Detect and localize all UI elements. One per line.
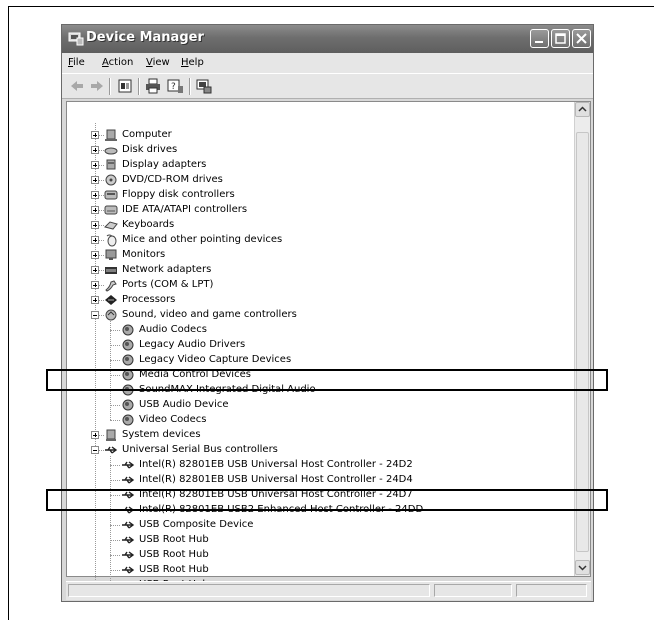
scroll-up-button[interactable] xyxy=(575,102,590,117)
computer-icon xyxy=(104,129,118,141)
tree-category-label[interactable]: Sound, video and game controllers xyxy=(122,309,297,320)
sound-icon xyxy=(104,309,118,321)
device-manager-icon xyxy=(68,32,84,46)
expand-toggle[interactable] xyxy=(91,146,99,154)
tree-connector xyxy=(110,570,120,571)
tree-device-label[interactable]: Audio Codecs xyxy=(139,324,207,335)
minimize-button[interactable] xyxy=(530,29,549,48)
network-adapter-icon xyxy=(104,264,118,276)
expand-toggle[interactable] xyxy=(91,266,99,274)
mouse-icon xyxy=(104,234,118,246)
usb-child-icon xyxy=(121,549,135,561)
tree-connector xyxy=(110,405,120,406)
speaker-child-icon xyxy=(121,399,135,411)
chevron-down-icon xyxy=(576,561,589,574)
menu-action[interactable]: Action xyxy=(102,57,134,68)
help-icon[interactable] xyxy=(166,78,184,94)
speaker-child-icon xyxy=(121,339,135,351)
toolbar-separator xyxy=(138,78,140,95)
tree-category-label[interactable]: Keyboards xyxy=(122,219,175,230)
svg-text:?: ? xyxy=(171,82,176,92)
print-icon[interactable] xyxy=(144,78,162,94)
collapse-toggle[interactable] xyxy=(91,446,99,454)
status-pane-2 xyxy=(434,584,512,597)
tree-connector xyxy=(110,465,120,466)
tree-device-label[interactable]: SoundMAX Integrated Digital Audio xyxy=(139,384,316,395)
expand-toggle[interactable] xyxy=(91,281,99,289)
properties-icon[interactable] xyxy=(116,78,134,94)
title-bar[interactable] xyxy=(62,25,593,53)
expand-toggle[interactable] xyxy=(91,206,99,214)
tree-device-label[interactable]: Intel(R) 82801EB USB2 Enhanced Host Controller - 24DD xyxy=(139,504,424,515)
disk-drive-icon xyxy=(104,144,118,156)
toolbar xyxy=(62,73,593,99)
expand-toggle[interactable] xyxy=(91,296,99,304)
tree-category-label[interactable]: IDE ATA/ATAPI controllers xyxy=(122,204,248,215)
scroll-down-button[interactable] xyxy=(575,560,590,575)
tree-category-label[interactable]: Universal Serial Bus controllers xyxy=(122,444,278,455)
figure-frame-left xyxy=(8,6,9,620)
tree-category-label[interactable]: Computer xyxy=(122,129,172,140)
tree-device-label[interactable]: Legacy Video Capture Devices xyxy=(139,354,292,365)
tree-connector xyxy=(110,555,120,556)
close-button[interactable] xyxy=(572,29,591,48)
usb-child-icon xyxy=(121,564,135,576)
back-arrow-icon[interactable] xyxy=(68,78,86,94)
expand-toggle[interactable] xyxy=(91,251,99,259)
tree-category-label[interactable]: Disk drives xyxy=(122,144,178,155)
cdrom-icon xyxy=(104,174,118,186)
tree-category-label[interactable]: Mice and other pointing devices xyxy=(122,234,283,245)
menu-file[interactable]: File xyxy=(68,57,85,68)
tree-connector xyxy=(110,480,120,481)
collapse-toggle[interactable] xyxy=(91,311,99,319)
toolbar-separator xyxy=(189,78,191,95)
chevron-up-icon xyxy=(576,103,589,116)
expand-toggle[interactable] xyxy=(91,176,99,184)
tree-connector xyxy=(110,360,120,361)
display-adapter-icon xyxy=(104,159,118,171)
tree-device-label[interactable]: Media Control Devices xyxy=(139,369,251,380)
window-title: Device Manager xyxy=(86,30,204,45)
tree-connector xyxy=(110,330,120,331)
tree-connector xyxy=(110,456,111,585)
menu-help[interactable]: Help xyxy=(181,57,204,68)
menu-view[interactable]: View xyxy=(146,57,170,68)
status-pane-main xyxy=(68,584,430,597)
floppy-controller-icon xyxy=(104,189,118,201)
highlight-box-usb-audio-device xyxy=(46,369,608,391)
tree-category-label[interactable]: DVD/CD-ROM drives xyxy=(122,174,223,185)
keyboard-icon xyxy=(104,219,118,231)
tree-category-label[interactable]: Display adapters xyxy=(122,159,207,170)
tree-device-label[interactable]: USB Audio Device xyxy=(139,399,229,410)
tree-category-label[interactable]: Network adapters xyxy=(122,264,212,275)
maximize-icon xyxy=(552,30,569,47)
tree-category-label[interactable]: Ports (COM & LPT) xyxy=(122,279,214,290)
processor-icon xyxy=(104,294,118,306)
highlight-box-usb-composite-device xyxy=(46,489,608,511)
ide-controller-icon xyxy=(104,204,118,216)
usb-child-icon xyxy=(121,459,135,471)
tree-connector xyxy=(110,420,120,421)
close-icon xyxy=(573,30,590,47)
tree-category-label[interactable]: Processors xyxy=(122,294,176,305)
expand-toggle[interactable] xyxy=(91,131,99,139)
tree-device-label[interactable]: USB Root Hub xyxy=(139,564,209,575)
figure-frame-top xyxy=(8,6,654,7)
tree-device-label[interactable]: USB Composite Device xyxy=(139,519,254,530)
monitor-icon xyxy=(104,249,118,261)
speaker-child-icon xyxy=(121,354,135,366)
expand-toggle[interactable] xyxy=(91,236,99,244)
tree-device-label[interactable]: Intel(R) 82801EB USB Universal Host Controller - 24D4 xyxy=(139,474,413,485)
usb-child-icon xyxy=(121,519,135,531)
tree-category-label[interactable]: System devices xyxy=(122,429,201,440)
tree-device-label[interactable]: Intel(R) 82801EB USB Universal Host Controller - 24D7 xyxy=(139,489,413,500)
minimize-icon xyxy=(531,30,548,47)
tree-category-label[interactable]: Monitors xyxy=(122,249,166,260)
usb-child-icon xyxy=(121,474,135,486)
status-bar xyxy=(66,581,591,600)
toolbar-separator xyxy=(109,78,111,95)
speaker-child-icon xyxy=(121,324,135,336)
system-device-icon xyxy=(104,429,118,441)
expand-toggle[interactable] xyxy=(91,431,99,439)
tree-device-label[interactable]: Legacy Audio Drivers xyxy=(139,339,246,350)
tree-connector xyxy=(110,540,120,541)
tree-device-label[interactable]: Video Codecs xyxy=(139,414,207,425)
forward-arrow-icon[interactable] xyxy=(88,78,106,94)
usb-icon xyxy=(104,444,118,456)
tree-device-label[interactable]: USB Root Hub xyxy=(139,549,209,560)
expand-toggle[interactable] xyxy=(91,221,99,229)
port-icon xyxy=(104,279,118,291)
expand-toggle[interactable] xyxy=(91,161,99,169)
status-pane-3 xyxy=(516,584,587,597)
tree-device-label[interactable]: USB Root Hub xyxy=(139,534,209,545)
device-manager-window xyxy=(61,24,594,602)
expand-toggle[interactable] xyxy=(91,191,99,199)
tree-connector xyxy=(110,525,120,526)
scan-hardware-icon[interactable] xyxy=(195,78,213,94)
menu-bar xyxy=(62,53,593,73)
speaker-child-icon xyxy=(121,414,135,426)
tree-connector xyxy=(110,345,120,346)
tree-device-label[interactable]: Intel(R) 82801EB USB Universal Host Controller - 24D2 xyxy=(139,459,413,470)
usb-child-icon xyxy=(121,534,135,546)
maximize-button[interactable] xyxy=(551,29,570,48)
tree-category-label[interactable]: Floppy disk controllers xyxy=(122,189,235,200)
